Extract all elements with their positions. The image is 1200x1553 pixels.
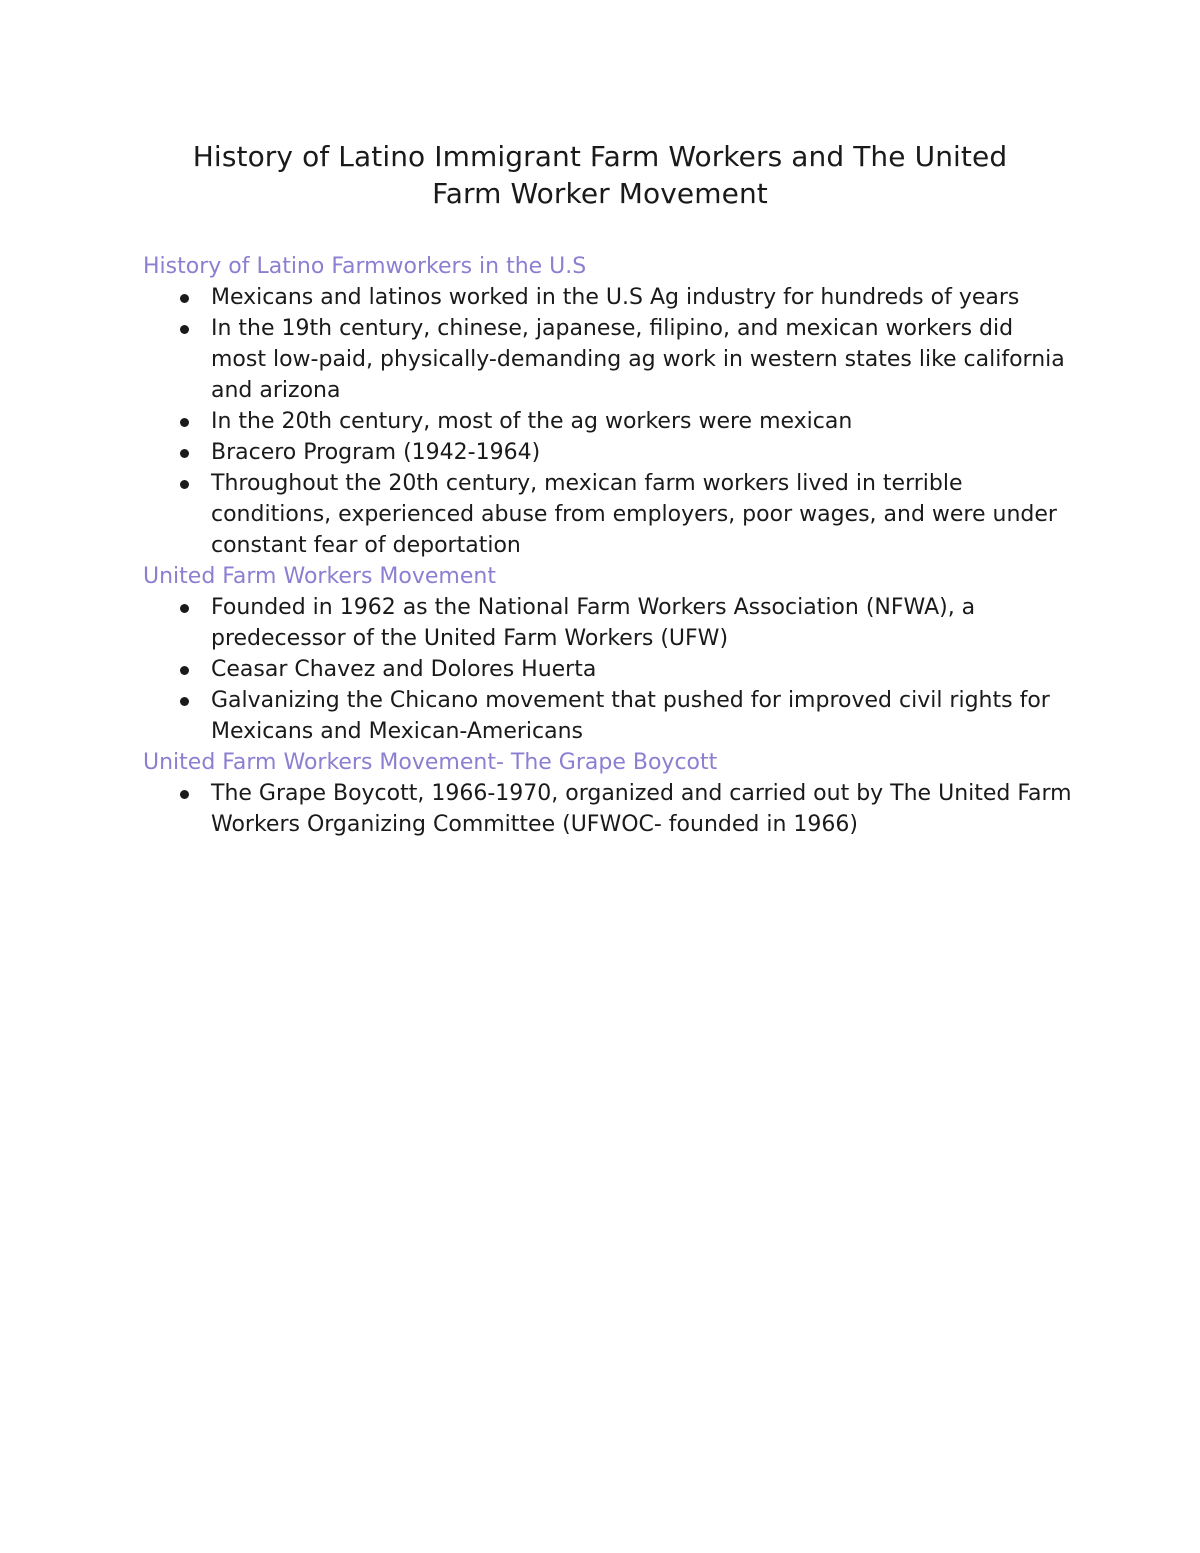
list-item-text: In the 19th century, chinese, japanese, filipino, and mexican workers did most low-paid, physically-demanding ag work in western states like california and arizona (211, 316, 1065, 403)
bullet-icon (180, 480, 189, 489)
bullet-list (143, 592, 1073, 747)
list-item-text: Galvanizing the Chicano movement that pushed for improved civil rights for Mexicans and Mexican-Americans (211, 688, 1050, 744)
list-item (143, 313, 1073, 406)
list-item (143, 437, 1073, 468)
list-item-text: The Grape Boycott, 1966-1970, organized and carried out by The United Farm Workers Organizing Committee (UFWOC- founded in 1966) (211, 781, 1072, 837)
section-grape-boycott (143, 747, 1073, 840)
bullet-icon (180, 325, 189, 334)
document-body (143, 251, 1073, 840)
list-item (143, 685, 1073, 747)
list-item (143, 778, 1073, 840)
document-title-line-2: Farm Worker Movement (432, 177, 768, 210)
section-heading: United Farm Workers Movement (143, 564, 496, 589)
document-title (140, 138, 1060, 212)
section-united-farm-workers-movement (143, 561, 1073, 747)
section-heading: United Farm Workers Movement- The Grape Boycott (143, 750, 718, 775)
bullet-icon (180, 294, 189, 303)
list-item-text: Ceasar Chavez and Dolores Huerta (211, 657, 597, 682)
section-heading: History of Latino Farmworkers in the U.S (143, 254, 587, 279)
list-item (143, 592, 1073, 654)
list-item-text: Bracero Program (1942-1964) (211, 440, 541, 465)
list-item (143, 468, 1073, 561)
bullet-icon (180, 604, 189, 613)
bullet-icon (180, 790, 189, 799)
section-history-latino-farmworkers (143, 251, 1073, 561)
bullet-icon (180, 418, 189, 427)
list-item-text: In the 20th century, most of the ag workers were mexican (211, 409, 853, 434)
bullet-icon (180, 449, 189, 458)
bullet-icon (180, 697, 189, 706)
list-item (143, 282, 1073, 313)
bullet-icon (180, 666, 189, 675)
list-item (143, 406, 1073, 437)
list-item (143, 654, 1073, 685)
document-title-line-1: History of Latino Immigrant Farm Workers and The United (192, 140, 1008, 173)
list-item-text: Founded in 1962 as the National Farm Workers Association (NFWA), a predecessor of the United Farm Workers (UFW) (211, 595, 976, 651)
bullet-list (143, 778, 1073, 840)
list-item-text: Throughout the 20th century, mexican farm workers lived in terrible conditions, experienced abuse from employers, poor wages, and were under constant fear of deportation (211, 471, 1057, 558)
list-item-text: Mexicans and latinos worked in the U.S Ag industry for hundreds of years (211, 285, 1020, 310)
bullet-list (143, 282, 1073, 561)
